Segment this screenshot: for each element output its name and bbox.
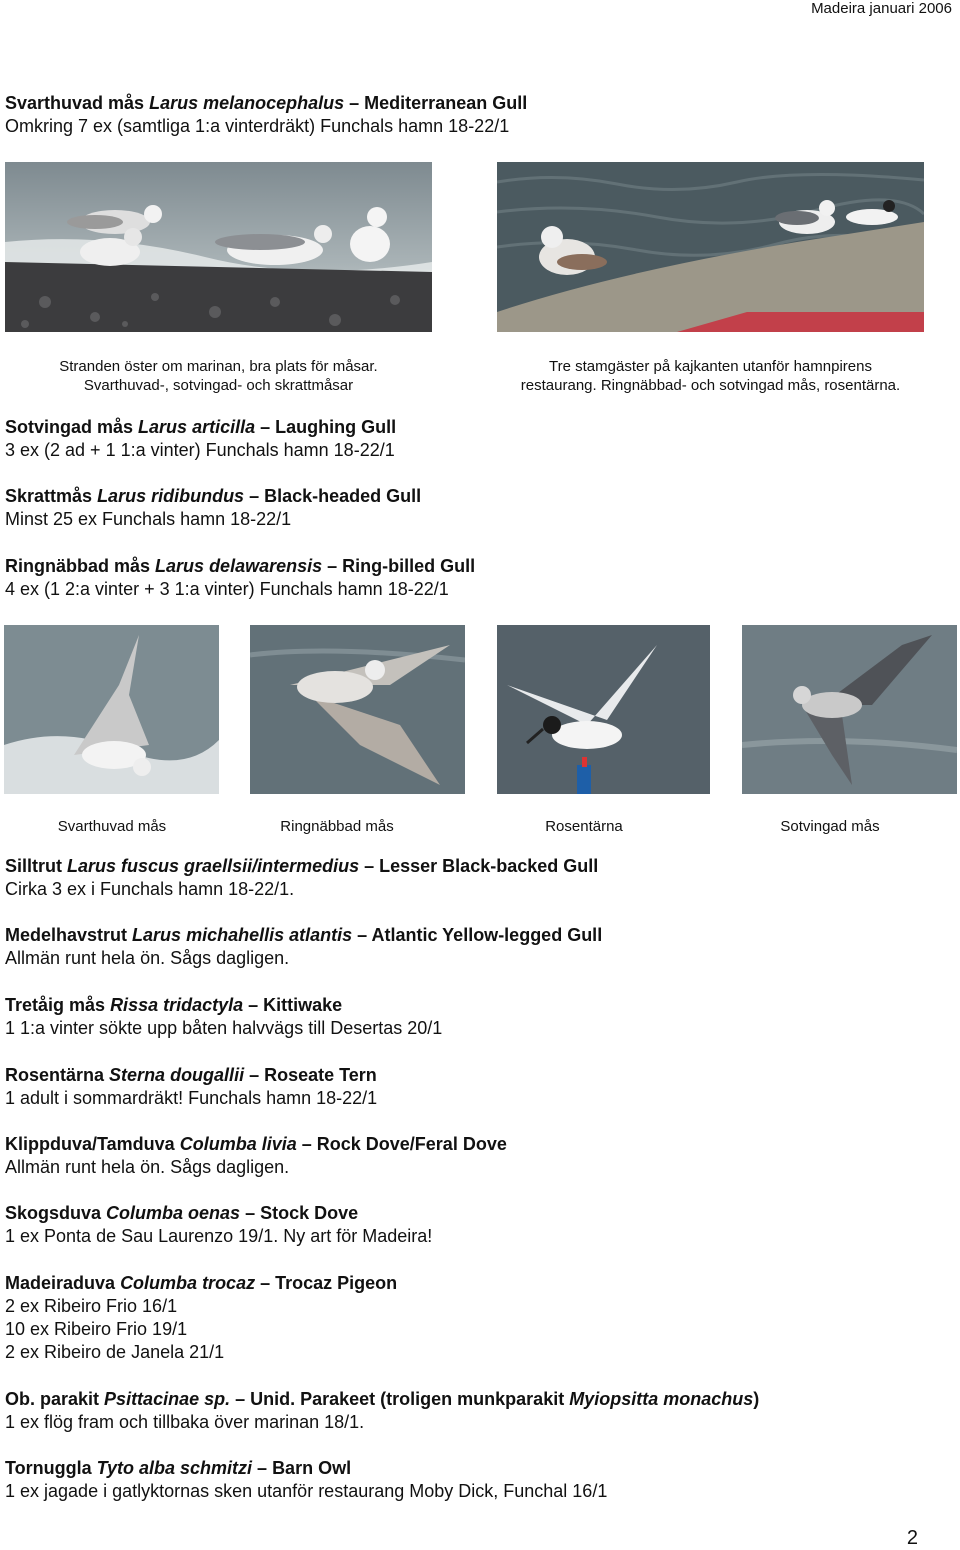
english-name: Barn Owl [272, 1458, 352, 1478]
species-note: 1 ex Ponta de Sau Laurenzo 19/1. Ny art för Madeira! [5, 1226, 433, 1246]
species-entry [5, 416, 945, 462]
species-heading: Madeiraduva Columba trocaz – Trocaz Pigeon [5, 1273, 398, 1293]
swedish-name: Svarthuvad mås [5, 93, 145, 113]
page-number: 2 [906, 1527, 918, 1549]
english-name: Unid. Parakeet (troligen munkparakit [250, 1389, 565, 1409]
roseate-tern-photo [497, 625, 710, 794]
photo-caption: Rosentärna [545, 818, 623, 835]
species-heading: Rosentärna Sterna dougallii – Roseate Tern [5, 1065, 377, 1085]
swedish-name: Rosentärna [5, 1065, 105, 1085]
species-heading: Ringnäbbad mås Larus delawarensis – Ring-billed Gull [5, 556, 476, 576]
species-heading: Silltrut Larus fuscus graellsii/intermedius – Lesser Black-backed Gull [5, 856, 599, 876]
english-name: Stock Dove [260, 1203, 359, 1223]
swedish-name: Ringnäbbad mås [5, 556, 151, 576]
latin-name: Larus ridibundus [97, 486, 245, 506]
photo-caption: Svarthuvad mås [57, 818, 167, 835]
species-note: Allmän runt hela ön. Sågs dagligen. [5, 948, 290, 968]
species-heading: Medelhavstrut Larus michahellis atlantis – Atlantic Yellow-legged Gull [5, 925, 603, 945]
photo-caption [5, 357, 432, 395]
species-note: 1 ex jagade i gatlyktornas sken utanför restaurang Moby Dick, Funchal 16/1 [5, 1481, 608, 1501]
photo-caption [497, 357, 924, 395]
species-note: 1 1:a vinter sökte upp båten halvvägs till Desertas 20/1 [5, 1018, 443, 1038]
swedish-name: Medelhavstrut [5, 925, 128, 945]
english-name: Atlantic Yellow-legged Gull [371, 925, 603, 945]
species-note: 2 ex Ribeiro Frio 16/1 [5, 1296, 178, 1316]
swedish-name: Tornuggla [5, 1458, 92, 1478]
species-note: 4 ex (1 2:a vinter + 3 1:a vinter) Funchals hamn 18-22/1 [5, 579, 449, 599]
species-entry [5, 994, 945, 1040]
english-name: Lesser Black-backed Gull [379, 856, 599, 876]
swedish-name: Silltrut [5, 856, 62, 876]
species-note: Allmän runt hela ön. Sågs dagligen. [5, 1157, 290, 1177]
caption-line: Svarthuvad-, sotvingad- och skrattmåsar [83, 377, 354, 394]
species-heading: Sotvingad mås Larus articilla – Laughing Gull [5, 417, 397, 437]
latin-name: Psittacinae sp. [104, 1389, 231, 1409]
species-entry [5, 1133, 945, 1179]
swedish-name: Madeiraduva [5, 1273, 116, 1293]
swedish-name: Ob. parakit [5, 1389, 100, 1409]
quay-gulls-photo [497, 162, 924, 332]
latin-name: Columba oenas [106, 1203, 241, 1223]
latin-name: Columba trocaz [120, 1273, 256, 1293]
beach-gulls-photo [5, 162, 432, 332]
species-entry [5, 1202, 945, 1248]
species-entry [5, 1388, 945, 1434]
species-entry [5, 924, 945, 970]
english-name: Kittiwake [263, 995, 343, 1015]
english-name: Laughing Gull [275, 417, 397, 437]
species-note: 2 ex Ribeiro de Janela 21/1 [5, 1342, 225, 1362]
species-note: Omkring 7 ex (samtliga 1:a vinterdräkt) Funchals hamn 18-22/1 [5, 116, 510, 136]
english-name: Trocaz Pigeon [275, 1273, 398, 1293]
species-note: Minst 25 ex Funchals hamn 18-22/1 [5, 509, 292, 529]
species-entry [5, 1064, 945, 1110]
caption-line: Stranden öster om marinan, bra plats för måsar. [59, 358, 378, 375]
laughing-gull-photo [742, 625, 957, 794]
english-name: Mediterranean Gull [364, 93, 528, 113]
species-entry [5, 1272, 945, 1364]
species-note: 10 ex Ribeiro Frio 19/1 [5, 1319, 188, 1339]
latin-name: Larus fuscus graellsii/intermedius [67, 856, 360, 876]
latin-name: Sterna dougallii [109, 1065, 245, 1085]
photo-caption: Sotvingad mås [780, 818, 880, 835]
species-heading: Tornuggla Tyto alba schmitzi – Barn Owl [5, 1458, 352, 1478]
species-heading: Klippduva/Tamduva Columba livia – Rock Dove/Feral Dove [5, 1134, 507, 1154]
closing-paren: ) [753, 1389, 760, 1409]
english-name: Roseate Tern [264, 1065, 377, 1085]
swedish-name: Klippduva/Tamduva [5, 1134, 175, 1154]
latin-name: Larus melanocephalus [149, 93, 345, 113]
species-entry [5, 855, 945, 901]
english-name: Black-headed Gull [264, 486, 422, 506]
species-note: Cirka 3 ex i Funchals hamn 18-22/1. [5, 879, 295, 899]
latin-name: Larus articilla [138, 417, 256, 437]
swedish-name: Skogsduva [5, 1203, 102, 1223]
english-name: Ring-billed Gull [342, 556, 476, 576]
species-entry [5, 555, 945, 601]
species-heading: Skrattmås Larus ridibundus – Black-headed Gull [5, 486, 422, 506]
latin-name: Larus michahellis atlantis [132, 925, 353, 945]
swedish-name: Skrattmås [5, 486, 93, 506]
english-name: Rock Dove/Feral Dove [316, 1134, 507, 1154]
species-heading: Ob. parakit Psittacinae sp. – Unid. Parakeet (troligen munkparakit Myiopsitta monachus) [5, 1389, 760, 1409]
species-heading: Tretåig mås Rissa tridactyla – Kittiwake [5, 995, 343, 1015]
species-entry [5, 92, 945, 138]
swedish-name: Tretåig mås [5, 995, 106, 1015]
latin-name: Larus delawarensis [155, 556, 323, 576]
species-note: 1 adult i sommardräkt! Funchals hamn 18-22/1 [5, 1088, 378, 1108]
species-note: 1 ex flög fram och tillbaka över marinan 18/1. [5, 1412, 365, 1432]
latin-name: Myiopsitta monachus [569, 1389, 754, 1409]
caption-line: Tre stamgäster på kajkanten utanför hamnpirens [549, 358, 872, 375]
latin-name: Tyto alba schmitzi [96, 1458, 253, 1478]
page-header: Madeira januari 2006 [811, 0, 952, 17]
caption-line: restaurang. Ringnäbbad- och sotvingad mås, rosentärna. [520, 377, 901, 394]
ring-billed-gull-photo [250, 625, 465, 794]
species-entry [5, 485, 945, 531]
photo-caption: Ringnäbbad mås [280, 818, 394, 835]
latin-name: Rissa tridactyla [110, 995, 244, 1015]
swedish-name: Sotvingad mås [5, 417, 134, 437]
species-entry [5, 1457, 945, 1503]
species-heading: Svarthuvad mås Larus melanocephalus – Mediterranean Gull [5, 93, 528, 113]
mediterranean-gull-photo [4, 625, 219, 794]
latin-name: Columba livia [179, 1134, 297, 1154]
species-heading: Skogsduva Columba oenas – Stock Dove [5, 1203, 359, 1223]
species-note: 3 ex (2 ad + 1 1:a vinter) Funchals hamn 18-22/1 [5, 440, 395, 460]
